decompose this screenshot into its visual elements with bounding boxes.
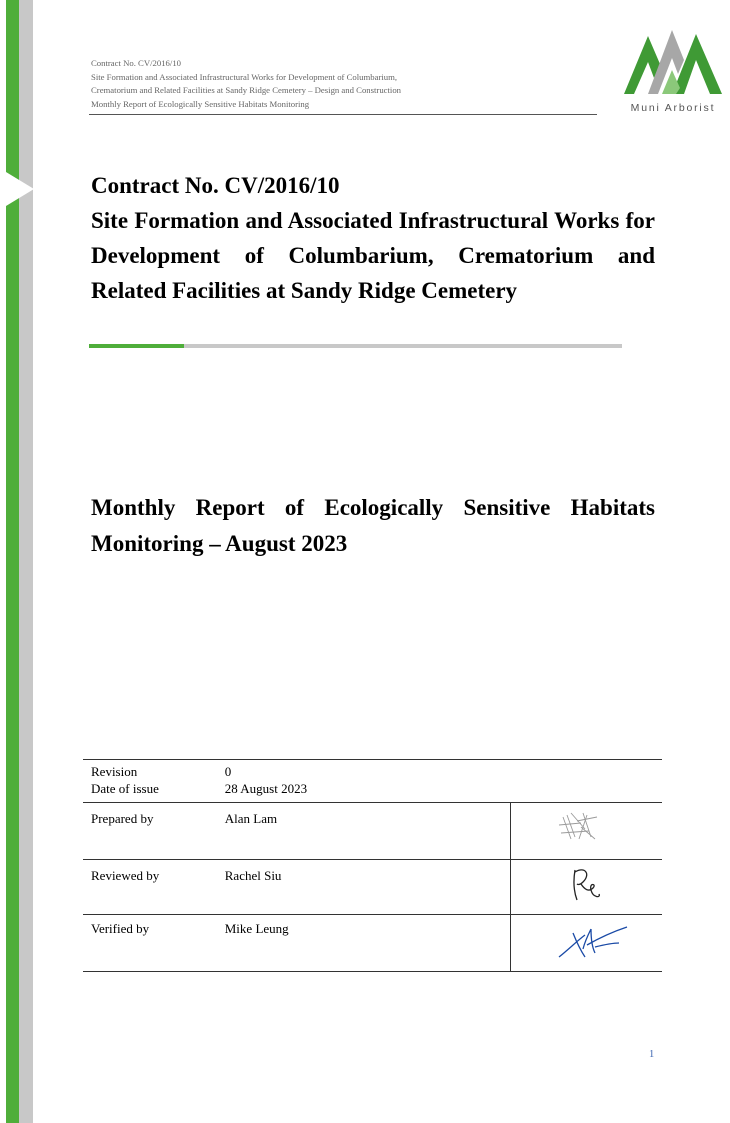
signature-icon — [511, 860, 662, 910]
company-logo — [618, 26, 728, 116]
verified-label: Verified by — [83, 915, 225, 972]
reviewed-label: Reviewed by — [83, 860, 225, 915]
side-bar-green — [6, 0, 19, 1123]
report-title: Monthly Report of Ecologically Sensitive Habitats Monitoring – August 2023 — [91, 495, 655, 556]
signature-icon — [511, 915, 662, 967]
prepared-label: Prepared by — [83, 803, 225, 860]
reviewed-signature — [510, 860, 662, 915]
logo-text: Muni Arborist — [630, 102, 716, 114]
verified-signature — [510, 915, 662, 972]
header-line: Crematorium and Related Facilities at Sandy Ridge Cemetery – Design and Construction — [91, 85, 402, 96]
project-name: Site Formation and Associated Infrastructural Works for Development of Columbarium, Crematorium and Related Facilities at Sandy Ridge Cemetery — [91, 208, 655, 303]
side-bar-notch — [6, 172, 34, 206]
verified-value: Mike Leung — [225, 915, 511, 972]
header-line: Site Formation and Associated Infrastructural Works for Development of Columbarium, — [91, 71, 398, 82]
header-line: Monthly Report of Ecologically Sensitive Habitats Monitoring — [91, 98, 310, 109]
page-number: 1 — [649, 1049, 655, 1060]
date-value: 28 August 2023 — [224, 780, 308, 796]
reviewed-value: Rachel Siu — [225, 860, 511, 915]
date-label: Date of issue — [91, 780, 159, 796]
contract-number: Contract No. CV/2016/10 — [91, 173, 340, 198]
revision-table — [83, 759, 662, 972]
prepared-value: Alan Lam — [225, 803, 511, 860]
side-bar-grey — [19, 0, 33, 1123]
document-title — [91, 168, 655, 308]
logo-mark-icon — [622, 26, 726, 96]
header-line: Contract No. CV/2016/10 — [91, 58, 182, 68]
title-separator-grey — [184, 344, 622, 348]
revision-label: Revision — [83, 760, 225, 781]
title-separator-green — [89, 344, 184, 348]
revision-value: 0 — [225, 760, 511, 781]
signature-icon — [511, 803, 662, 855]
prepared-signature — [510, 803, 662, 860]
header-rule — [89, 114, 597, 115]
running-header — [91, 57, 596, 111]
